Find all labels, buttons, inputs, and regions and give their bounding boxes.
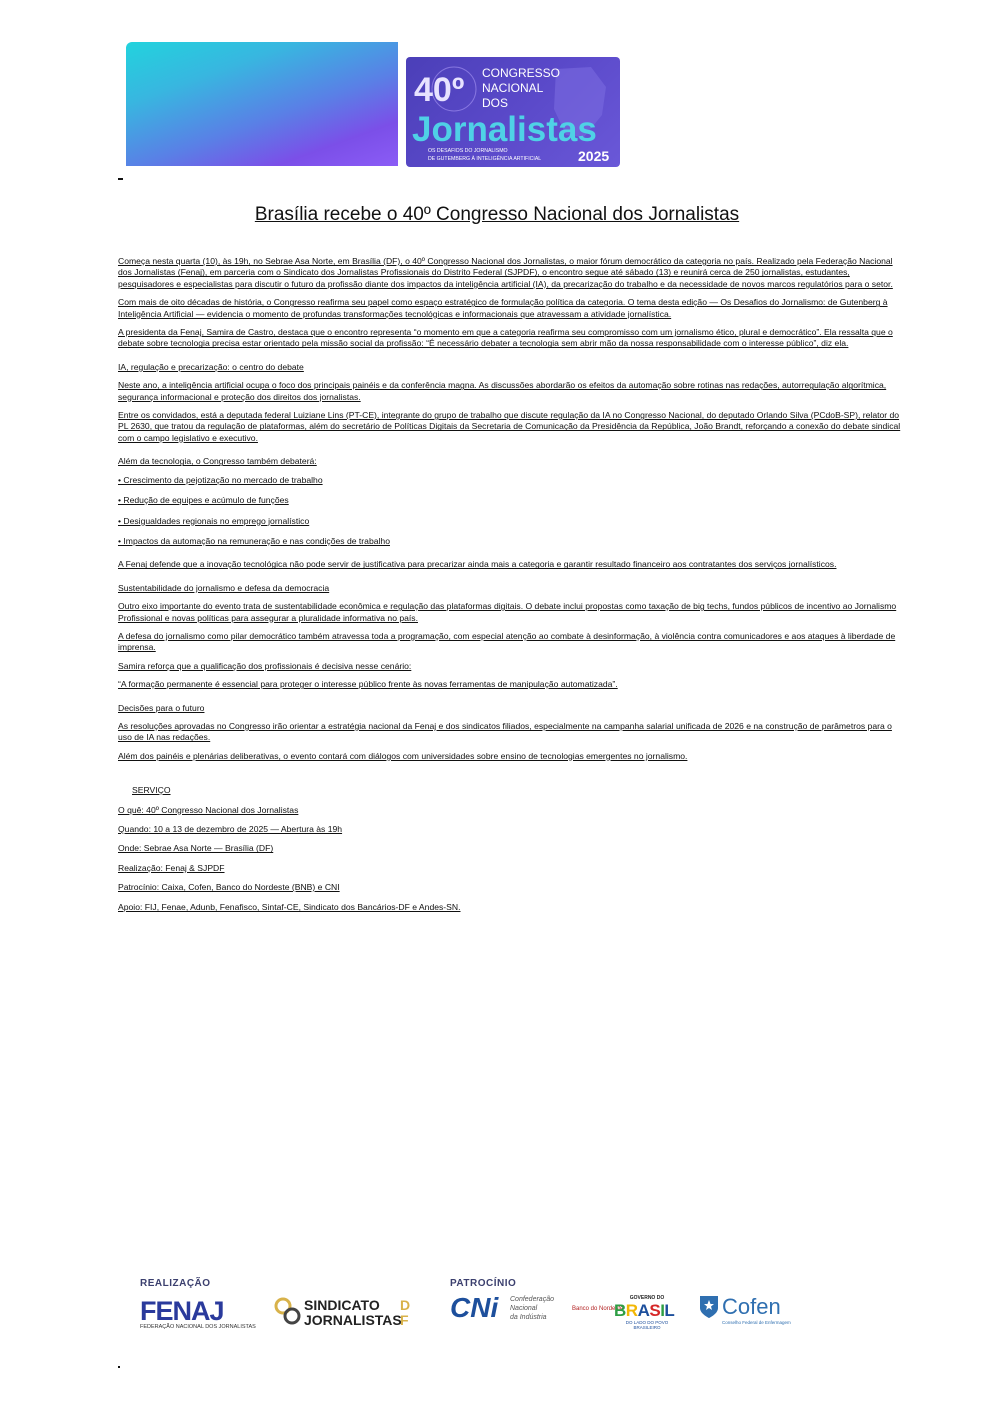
section2-paragraph: “A formação permanente é essencial para proteger o interesse público frente às novas ferramentas de manipulação automatizada”.	[118, 679, 618, 690]
servico-item: Patrocínio: Caixa, Cofen, Banco do Nordeste (BNB) e CNI	[118, 882, 340, 893]
patrocinio-label: PATROCÍNIO	[450, 1278, 517, 1289]
sindicato-d: D	[400, 1297, 411, 1313]
logo-sub1: OS DESAFIOS DO JORNALISMO	[428, 148, 508, 154]
list-item: • Impactos da automação na remuneração e nas condições de trabalho	[118, 535, 390, 546]
section3-heading: Decisões para o futuro	[118, 702, 205, 713]
spacer	[118, 769, 902, 785]
section1-paragraph: Neste ano, a inteligência artificial ocupa o foco dos principais painéis e da conferência magna. As discussões abordarão os efeitos da automação sobre rotinas nas redações, autorregulação algorítmica, segurança informacional e proteção dos direitos dos jornalistas.	[118, 380, 887, 402]
cni-sub2: Nacional	[510, 1305, 538, 1312]
sindicato-emblem-icon	[274, 1296, 302, 1326]
cni-sub1: Confederação	[510, 1296, 554, 1303]
section1-heading: IA, regulação e precarização: o centro do debate	[118, 361, 304, 372]
section3-paragraph: Além dos painéis e plenárias deliberativas, o evento contará com diálogos com universidades sobre ensino de tecnologias emergentes no jornalismo.	[118, 750, 688, 761]
section2-paragraph: Outro eixo importante do evento trata de sustentabilidade econômica e regulação das plataformas digitais. O debate inclui propostas como taxação de big techs, fundos públicos de incentivo ao Jornalismo Profissional e novas políticas para assegurar a pluralidade informativa no país.	[118, 601, 897, 623]
logo-year: 2025	[578, 148, 610, 164]
section2-paragraph: Samira reforça que a qualificação dos profissionais é decisiva nesse cenário:	[118, 660, 412, 671]
gov-subtitle: DO LADO DO POVO BRASILEIRO	[625, 1320, 669, 1330]
header-banner-gradient	[126, 42, 398, 166]
sindicato-logo	[274, 1296, 411, 1331]
servico-item: Quando: 10 a 13 de dezembro de 2025 — Abertura às 19h	[118, 824, 343, 834]
list-item: • Redução de equipes e acúmulo de funções	[118, 495, 289, 506]
logo-number: 40º	[414, 71, 465, 109]
logo-sub2: DE GUTEMBERG À INTELIGÊNCIA ARTIFICIAL	[428, 156, 542, 162]
sindicato-text	[304, 1298, 402, 1328]
sindicato-df	[400, 1298, 410, 1328]
gov-top: GOVERNO DO	[629, 1295, 665, 1301]
section1-paragraph: Entre os convidados, está a deputada federal Luiziane Lins (PT-CE), integrante do grupo de trabalho que discute regulação da IA no Congresso Nacional, do deputado Orlando Silva (PCdoB-SP), relator do PL 2630, que tratou da regulação de plataformas, além do secretário de Políticas Digitais da Secretaria de Comunicação da Presidência da República, João Brandt, reforçando a conexão do debate sindical com o campo legislativo e executivo.	[118, 410, 901, 443]
realizacao-label: REALIZAÇÃO	[140, 1278, 211, 1289]
sindicato-line1: SINDICATO	[304, 1297, 380, 1313]
logo-line1: CONGRESSO	[482, 66, 561, 80]
servico-item: Onde: Sebrae Asa Norte — Brasília (DF)	[118, 843, 274, 854]
sindicato-f: F	[400, 1312, 409, 1328]
bnb-logo: Banco do Nordeste	[572, 1306, 624, 1312]
fenaj-logo: FENAJ	[140, 1296, 224, 1326]
section1-closing: A Fenaj defende que a inovação tecnológica não pode servir de justificativa para precarizar ainda mais a categoria e garantir resultado financeiro aos contratantes dos serviços jornalísticos.	[118, 559, 837, 570]
logo-big: Jornalistas	[412, 110, 597, 149]
congress-logo-art	[406, 57, 620, 167]
section1-list-intro: Além da tecnologia, o Congresso também debaterá:	[118, 456, 317, 467]
cofen-subtitle: Conselho Federal de Enfermagem	[722, 1320, 791, 1325]
article-body	[118, 256, 902, 921]
paragraph-history: Com mais de oito décadas de história, o Congresso reafirma seu papel como espaço estratégico de formulação política da categoria. O tema desta edição — Os Desafios do Jornalismo: de Gutenberg à Inteligência Artificial — evidencia o momento de profundas transformações tecnológicas e informacionais que atravessam a atividade jornalística.	[118, 297, 888, 319]
servico-item: Apoio: FIJ, Fenae, Adunb, Fenafisco, Sintaf-CE, Sindicato dos Bancários-DF e Andes-SN.	[118, 901, 461, 912]
page-title: Brasília recebe o 40º Congresso Nacional dos Jornalistas	[254, 204, 740, 225]
bottom-mark	[118, 1366, 120, 1368]
logo-line2: NACIONAL	[482, 81, 544, 95]
servico-heading: SERVIÇO	[132, 785, 171, 796]
footer-logos	[140, 1278, 800, 1338]
servico-item: O quê: 40º Congresso Nacional dos Jornalistas	[118, 804, 299, 815]
paragraph-intro: Começa nesta quarta (10), às 19h, no Sebrae Asa Norte, em Brasília (DF), o 40º Congresso Nacional dos Jornalistas, o maior fórum democrático da categoria no país. Realizado pela Federação Nacional dos Jornalistas (Fenaj), em parceria com o Sindicato dos Jornalistas Profissionais do Distrito Federal (SJPDF), o encontro segue até sábado (13) e reunirá cerca de 250 jornalistas, estudantes, pesquisadores e especialistas para discutir o futuro da profissão diante dos impactos da inteligência artificial (IA), da precarização do trabalho e da necessidade de novos marcos regulatórios para o setor.	[118, 256, 893, 289]
servico-item: Realização: Fenaj & SJPDF	[118, 862, 225, 873]
list-item: • Crescimento da pejotização no mercado de trabalho	[118, 474, 323, 485]
section2-paragraph: A defesa do jornalismo como pilar democrático também atravessa toda a programação, com especial atenção ao combate à desinformação, à violência contra comunicadores e aos ataques à liberdade de imprensa.	[118, 630, 896, 653]
servico-block	[118, 785, 902, 913]
section3-paragraph: As resoluções aprovadas no Congresso irão orientar a estratégia nacional da Fenaj e dos sindicatos filiados, especialmente na campanha salarial unificada de 2026 e na construção de parâmetros para o uso de IA nas redações.	[118, 720, 892, 743]
cni-sub3: da Indústria	[510, 1314, 547, 1321]
brasil-logo: BRASIL	[614, 1301, 675, 1320]
congress-logo	[406, 57, 620, 167]
top-mark	[118, 178, 123, 180]
cni-logo: CNi	[450, 1292, 499, 1323]
section2-heading: Sustentabilidade do jornalismo e defesa da democracia	[118, 582, 330, 593]
fenaj-subtitle: FEDERAÇÃO NACIONAL DOS JORNALISTAS	[140, 1324, 256, 1330]
cofen-text: Cofen	[722, 1294, 781, 1319]
paragraph-quote: A presidenta da Fenaj, Samira de Castro, destaca que o encontro representa “o momento em que a categoria reafirma seu compromisso com um jornalismo ético, plural e democrático”. Ela ressalta que o debate sobre tecnologia precisa estar orientado pela missão social da profissão: “É necessário debater a tecnologia sem abrir mão da nossa responsabilidade com o interesse público”, diz ela.	[118, 327, 893, 349]
cni-subtitle	[510, 1295, 554, 1322]
cofen-shield-icon	[698, 1294, 720, 1320]
cofen-logo	[698, 1294, 791, 1325]
list-item: • Desigualdades regionais no emprego jornalístico	[118, 515, 310, 526]
sindicato-line2: JORNALISTAS	[304, 1312, 402, 1328]
logo-line3: DOS	[482, 96, 509, 110]
